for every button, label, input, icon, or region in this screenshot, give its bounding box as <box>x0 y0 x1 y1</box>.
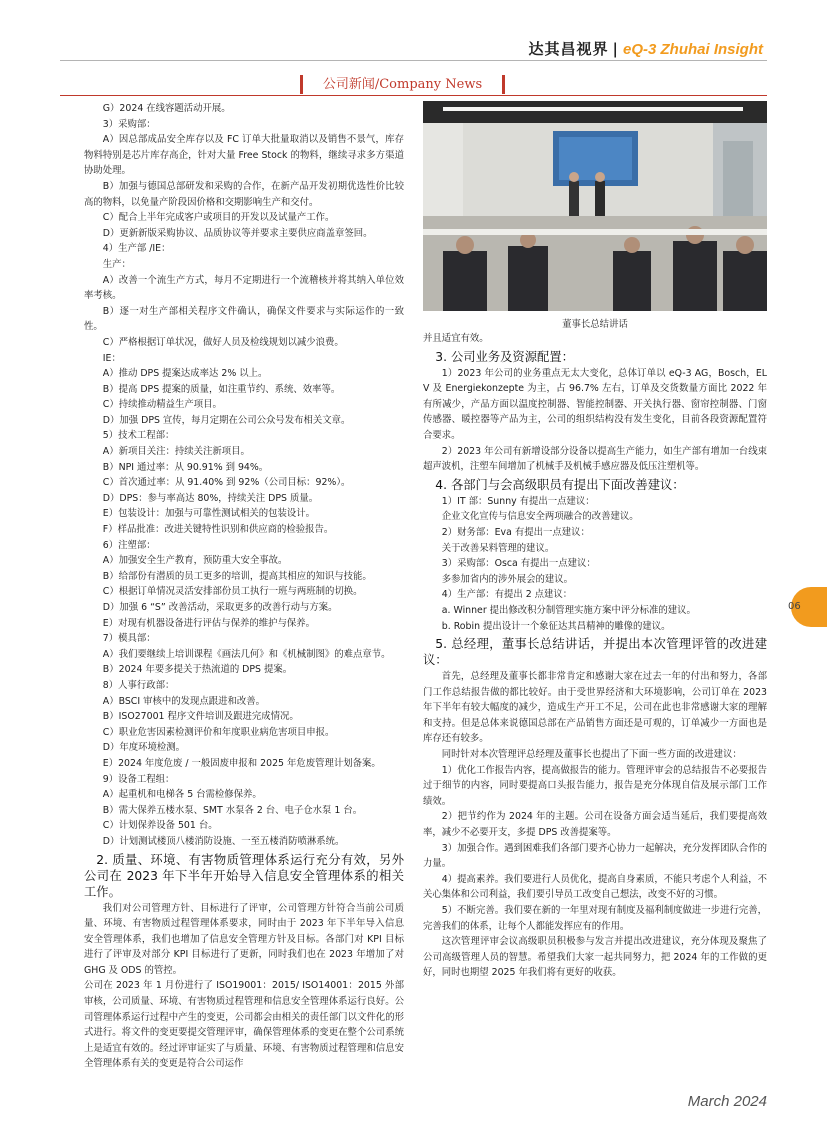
section-rule <box>60 95 767 96</box>
paragraph: 5）技术工程部： <box>102 430 175 442</box>
paragraph: E）包装设计：加强与可靠性测试相关的包装设计。 <box>102 508 315 520</box>
paragraph: 4）提高素养。我们要进行人员优化，提高自身素质，不能只考虑个人利益，不关心集体和公司利益，我们要引导员工改变自己想法，改变不好的习惯。 <box>423 873 767 901</box>
paragraph: 3）采购部： <box>102 118 156 130</box>
paragraph: 并且适宜有效。 <box>423 333 489 344</box>
meeting-photo <box>423 101 767 311</box>
paragraph: 3）加强合作。遇到困难我们各部门要齐心协力一起解决，充分发挥团队合作的力量。 <box>423 842 767 870</box>
paragraph: 6）注塑部： <box>102 539 156 551</box>
section-heading: 4. 各部门与会高级职员有提出下面改善建议： <box>435 477 685 492</box>
paragraph: B）需大保养五楼水泵、SMT 水泵各 2 台、电子仓水泵 1 台。 <box>102 804 363 816</box>
header-rule <box>60 60 767 61</box>
masthead-separator: | <box>612 40 619 58</box>
paragraph: 1）2023 年公司的业务重点无太大变化，总体订单以 eQ-3 AG，Bosch，ELV 及 Energiekonzepte 为主，占 96.7% 左右，订单及交货数量方面比 2022 年有所减少，产品方面以温度控制器、智能控制器、开关执行器、窗帘控制器、门窗传感器、暖控器等产品为主，公司的组织结构没有发生变化，目前各段资源配置符合要求。 <box>423 367 767 441</box>
paragraph: 3）采购部：Osca 有提出一点建议： <box>441 558 596 570</box>
paragraph: A）新项目关注：持续关注新项目。 <box>102 446 250 458</box>
paragraph: 4）生产部：有提出 2 点建议： <box>441 589 573 601</box>
paragraph: 生产： <box>102 258 131 270</box>
meeting-photo-image <box>423 101 767 311</box>
paragraph: B）ISO27001 程序文件培训及跟进完成情况。 <box>102 711 299 723</box>
paragraph: G）2024 在线容题活动开展。 <box>102 103 231 114</box>
paragraph: B）加强与德国总部研发和采购的合作，在新产品开发初期优选性价比较高的物料，以免量产阶段因价格和交期影响生产和交付。 <box>84 180 404 208</box>
paragraph: 2）把节约作为 2024 年的主题。公司在设备方面会适当延后，我们要提高效率，减少不必要开支，多提 DPS 改善提案等。 <box>423 811 767 839</box>
paragraph: 公司在 2023 年 1 月份进行了 ISO19001：2015/ ISO14001：2015 外部审核，公司质量、环境、有害物质过程管理和信息安全管理体系运行良好。公司管理体系运行过程中产生的变更，公司都会由相关的责任部门以文件化的形式进行。将文件的变更要提交管理评审，确保管理体系的变更在整个公司系统上是适宜有效的。经过评审证实了与质量、环境、有害物质过程管理和信息安全管理体系有关的变更是符合公司运作 <box>84 980 404 1070</box>
paragraph: a. Winner 提出修改积分制管理实施方案中评分标准的建议。 <box>441 604 696 616</box>
paragraph: 7）模具部： <box>102 633 156 645</box>
paragraph: 5）不断完善。我们要在新的一年里对现有制度及福利制度做进一步进行完善，完善我们的体系，让每个人都能发挥应有的作用。 <box>423 905 767 932</box>
paragraph: 同时针对本次管理评总经理及董事长也提出了下面一些方面的改进建议： <box>441 749 742 761</box>
paragraph: D）计划测试楼顶八楼消防设施、一至五楼消防喷淋系统。 <box>102 835 345 847</box>
paragraph: 2）财务部：Eva 有提出一点建议： <box>441 526 590 538</box>
paragraph: 8）人事行政部： <box>102 679 175 691</box>
paragraph: A）推动 DPS 提案达成率达 2% 以上。 <box>102 368 268 380</box>
paragraph: A）因总部成品安全库存以及 FC 订单大批量取消以及销售不景气，库存物料特别是芯片库存高企，针对大量 Free Stock 的物料，继续寻求多方渠道协助处理。 <box>84 134 404 177</box>
paragraph: B）逐一对生产部相关程序文件确认，确保文件要求与实际运作的一致性。 <box>84 305 404 333</box>
paragraph: 1）IT 部：Sunny 有提出一点建议： <box>441 495 595 507</box>
paragraph: F）样品批准：改进关键特性识别和供应商的检验报告。 <box>102 524 334 536</box>
paragraph: D）加强 6 “S” 改善活动，采取更多的改善行动与方案。 <box>102 602 338 613</box>
paragraph: 2）2023 年公司有新增设部分设备以提高生产能力，如生产部有增加一台线束超声波机，注塑车间增加了机械手及机械手感应器及低压注塑机等。 <box>423 445 767 473</box>
paragraph: A）我们要继续上培训课程《画法几何》和《机械制图》的难点章节。 <box>102 648 391 660</box>
right-column <box>423 331 767 981</box>
paragraph: A）BSCI 审核中的发现点跟进和改善。 <box>102 695 265 707</box>
paragraph: 9）设备工程组： <box>102 773 175 785</box>
paragraph: D）加强 DPS 宣传，每月定期在公司公众号发布相关文章。 <box>102 414 351 426</box>
left-column <box>84 101 404 1072</box>
paragraph: 关于改善呆料管理的建议。 <box>441 542 555 554</box>
paragraph: 首先，总经理及董事长都非常肯定和感谢大家在过去一年的付出和努力，各部门工作总结报告做的都比较好。由于受世界经济和大环境影响，公司订单在 2023 年下半年有较大幅度的减少，造成生产开工不足，公司在此也非常感谢大家的理解和支持。但是总体来说德国总部在产品销售方面还是可观的，订单减少一方面也是库存还有较多。 <box>423 671 767 745</box>
paragraph: A）起重机和电梯各 5 台需检修保养。 <box>102 789 262 801</box>
paragraph: b. Robin 提出设计一个象征达其昌精神的雕像的建议。 <box>441 620 671 632</box>
masthead-en: eQ-3 Zhuhai Insight <box>622 41 763 58</box>
paragraph: C）严格根据订单状况，做好人员及检线规划以减少浪费。 <box>102 336 344 348</box>
paragraph: 4）生产部 /IE： <box>102 243 171 255</box>
paragraph: D）DPS：参与率高达 80%，持续关注 DPS 质量。 <box>102 492 319 504</box>
paragraph: 企业文化宣传与信息安全两项融合的改善建议。 <box>441 511 639 523</box>
paragraph: 我们对公司管理方针、目标进行了评审，公司管理方针符合当前公司质量、环境、有害物质过程管理体系要求，同时由于 2023 年下半年导入信息安全管理体系，我们也增加了信息安全管理方针及目标。各部门对 KPI 目标进行了评审及对部分 KPI 目标进行了更新，同时我们也在 2023 年增加了对 GHG 及 ODS 的管控。 <box>84 902 404 976</box>
masthead-cn: 达其昌视界 <box>528 40 609 58</box>
section-title: 公司新闻/Company News <box>300 75 505 94</box>
section-heading: 5. 总经理，董事长总结讲话，并提出本次管理评管的改进建议： <box>423 637 767 668</box>
paragraph: C）计划保养设备 501 台。 <box>102 820 218 832</box>
paragraph: 多参加省内的涉外展会的建议。 <box>441 573 574 585</box>
paragraph: E）对现有机器设备进行评估与保养的维护与保养。 <box>102 617 315 629</box>
paragraph: 这次管理评审会议高级职员积极参与发言并提出改进建议，充分体现及聚焦了公司高级管理人员的智慧。希望我们大家一起共同努力，把 2024 年的工作做的更好，同时也期望 2025 年我们将有更好的收获。 <box>423 936 767 979</box>
paragraph: E）2024 年度危废 / 一般固废申报和 2025 年危废管理计划备案。 <box>102 757 381 769</box>
paragraph: C）职业危害因素检测评价和年度职业病危害项目申报。 <box>102 726 335 738</box>
section-heading: 3. 公司业务及资源配置： <box>435 349 574 364</box>
paragraph: A）改善一个流生产方式，每月不定期进行一个流稽核并将其纳入单位效率考核。 <box>84 274 404 302</box>
paragraph: IE： <box>102 352 121 364</box>
paragraph: D）更新新版采购协议、品质协议等并要求主要供应商盖章签回。 <box>102 227 373 239</box>
paragraph: B）2024 年要多提关于热流道的 DPS 提案。 <box>102 664 293 676</box>
issue-date: March 2024 <box>687 1093 767 1110</box>
paragraph: C）持续推动精益生产项目。 <box>102 399 222 411</box>
paragraph: D）年度环境检测。 <box>102 742 186 754</box>
paragraph: C）首次通过率：从 91.40% 到 92%（公司目标：92%）。 <box>102 477 351 489</box>
paragraph: 1）优化工作报告内容，提高做报告的能力。管理评审会的总结报告不必要报告过于细节的内容，同时要提高口头报告能力，报告是充分体现自信及展示部门工作绩效。 <box>423 764 767 807</box>
section-heading: 2. 质量、环境、有害物质管理体系运行充分有效，另外公司在 2023 年下半年开始导入信息安全管理体系的相关工作。 <box>84 852 404 899</box>
paragraph: B）提高 DPS 提案的质量，如注重节约、系统、效率等。 <box>102 383 341 395</box>
paragraph: A）加强安全生产教育，预防重大安全事故。 <box>102 555 288 567</box>
paragraph: C）配合上半年完成客户或项目的开发以及试量产工作。 <box>102 212 335 224</box>
photo-caption: 董事长总结讲话 <box>562 319 628 330</box>
masthead <box>529 38 764 59</box>
paragraph: B）给部份有潜质的员工更多的培训，提高其相应的知识与技能。 <box>102 570 372 582</box>
paragraph: C）根据订单情况灵活安排部份员工执行一班与两班制的切换。 <box>102 586 363 598</box>
page-number: 06 <box>788 601 801 612</box>
paragraph: B）NPI 通过率：从 90.91% 到 94%。 <box>102 461 269 473</box>
